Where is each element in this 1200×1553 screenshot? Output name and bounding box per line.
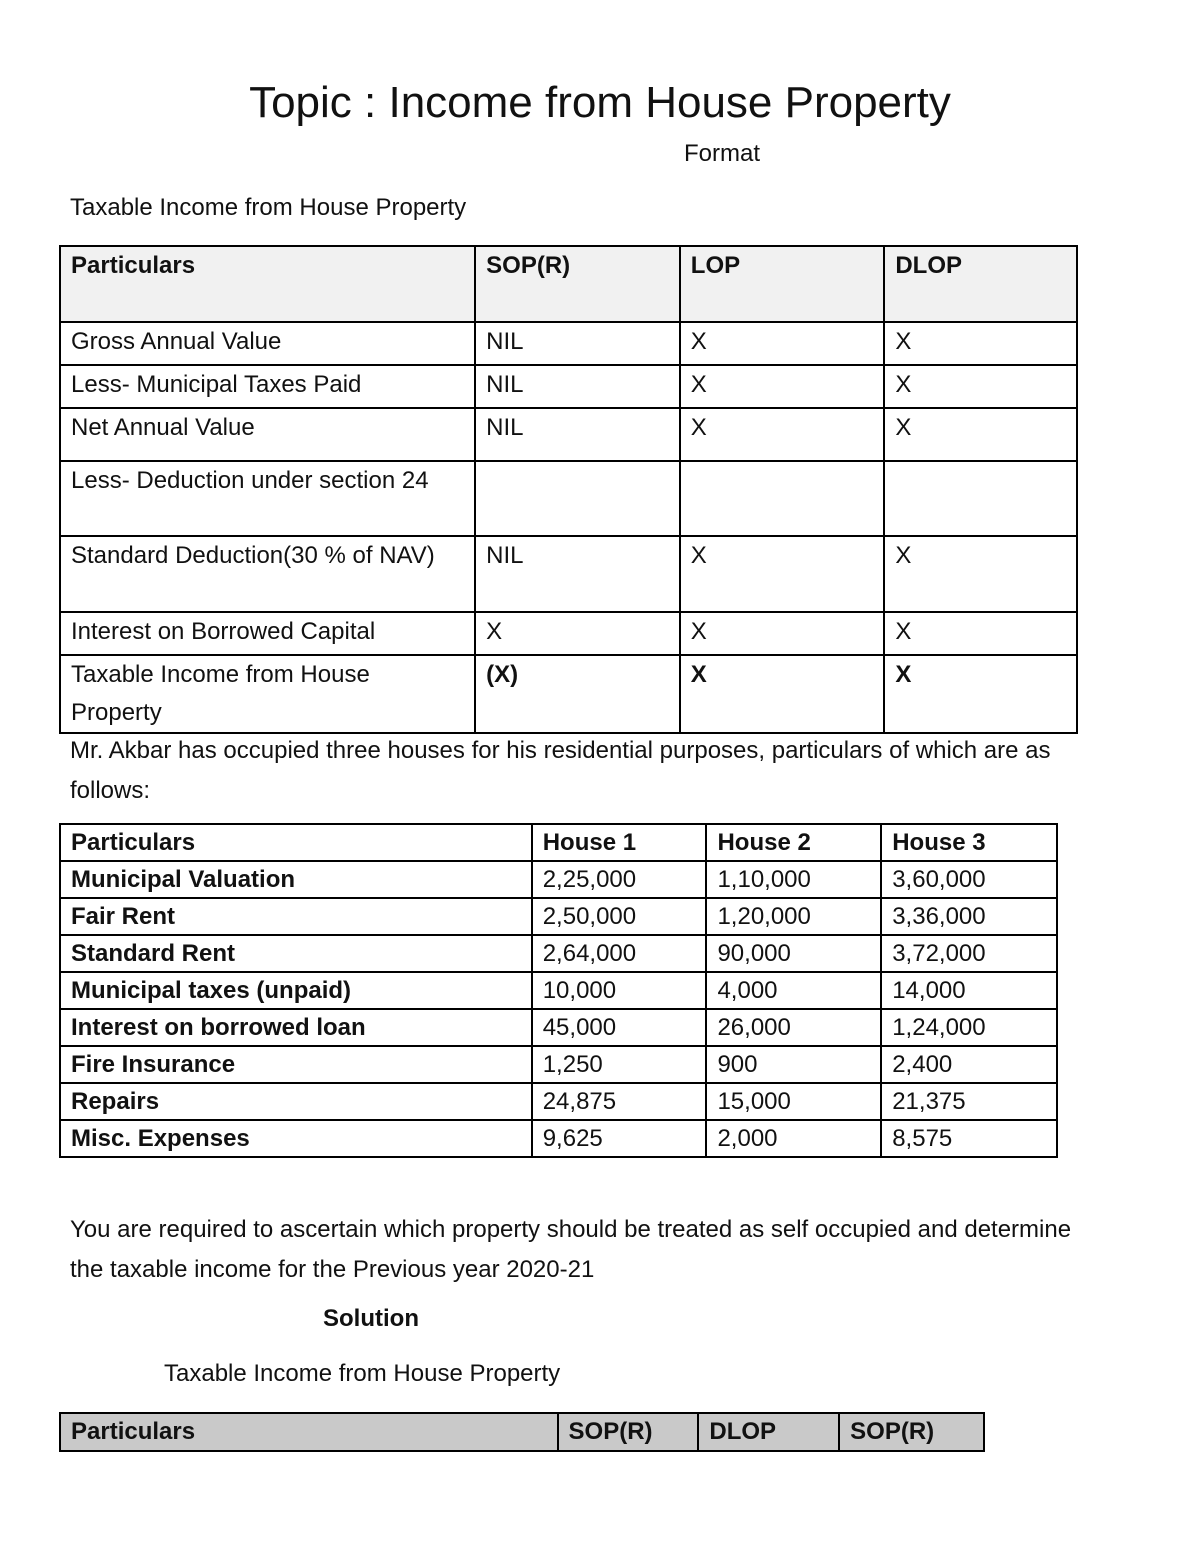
table-cell: 26,000 — [706, 1009, 881, 1046]
row-label: Interest on Borrowed Capital — [60, 612, 475, 655]
table-cell: 21,375 — [881, 1083, 1057, 1120]
header-cell: House 3 — [881, 824, 1057, 861]
table-cell: 10,000 — [532, 972, 707, 1009]
houses-table — [59, 823, 1058, 1158]
row-label: Taxable Income from House Property — [60, 655, 475, 733]
table-row — [60, 461, 1077, 536]
table-cell: 15,000 — [706, 1083, 881, 1120]
table-cell: NIL — [475, 365, 680, 408]
row-label: Net Annual Value — [60, 408, 475, 461]
table-cell: 4,000 — [706, 972, 881, 1009]
table-cell: X — [884, 612, 1077, 655]
row-label: Misc. Expenses — [60, 1120, 532, 1157]
format-table-header-row — [60, 246, 1077, 322]
row-label: Gross Annual Value — [60, 322, 475, 365]
solution-table-header-row — [60, 1413, 984, 1451]
table-cell: 1,10,000 — [706, 861, 881, 898]
table-cell: X — [680, 536, 885, 612]
header-cell: SOP(R) — [558, 1413, 699, 1451]
row-label: Municipal Valuation — [60, 861, 532, 898]
table-row — [60, 322, 1077, 365]
table-row — [60, 612, 1077, 655]
table-cell: 2,000 — [706, 1120, 881, 1157]
table-cell: 90,000 — [706, 935, 881, 972]
table-cell: X — [680, 365, 885, 408]
row-label: Less- Municipal Taxes Paid — [60, 365, 475, 408]
table-cell: 2,50,000 — [532, 898, 707, 935]
table-cell: 2,400 — [881, 1046, 1057, 1083]
solution-table-caption: Taxable Income from House Property — [164, 1360, 561, 1387]
row-label: Less- Deduction under section 24 — [60, 461, 475, 536]
table-cell: X — [884, 408, 1077, 461]
table-cell: NIL — [475, 536, 680, 612]
table-cell: 1,24,000 — [881, 1009, 1057, 1046]
table-cell: X — [884, 365, 1077, 408]
table-cell — [475, 461, 680, 536]
header-cell: LOP — [680, 246, 885, 322]
table-cell: X — [680, 322, 885, 365]
header-cell: Particulars — [60, 824, 532, 861]
row-label: Standard Rent — [60, 935, 532, 972]
question-text: You are required to ascertain which property should be treated as self occupied and determine the taxable income for the Previous year 2020-21 — [70, 1216, 1072, 1283]
table-cell: NIL — [475, 408, 680, 461]
header-cell: SOP(R) — [839, 1413, 984, 1451]
table-cell: X — [884, 655, 1077, 733]
header-cell: Particulars — [60, 246, 475, 322]
table-cell: 900 — [706, 1046, 881, 1083]
table-row — [60, 1009, 1057, 1046]
row-label: Fire Insurance — [60, 1046, 532, 1083]
table-cell: 8,575 — [881, 1120, 1057, 1157]
table-row — [60, 935, 1057, 972]
table-cell: 3,36,000 — [881, 898, 1057, 935]
table-cell — [680, 461, 885, 536]
table-cell: 2,25,000 — [532, 861, 707, 898]
table-row — [60, 1046, 1057, 1083]
header-cell: DLOP — [884, 246, 1077, 322]
table-row — [60, 536, 1077, 612]
header-cell: House 2 — [706, 824, 881, 861]
table-cell: NIL — [475, 322, 680, 365]
table-cell: X — [884, 322, 1077, 365]
solution-heading: Solution — [323, 1305, 419, 1332]
table-cell: 3,72,000 — [881, 935, 1057, 972]
table-row — [60, 898, 1057, 935]
table-cell: 3,60,000 — [881, 861, 1057, 898]
format-subtitle: Format — [684, 140, 761, 167]
row-label: Fair Rent — [60, 898, 532, 935]
row-label: Interest on borrowed loan — [60, 1009, 532, 1046]
table-cell: X — [475, 612, 680, 655]
table-row — [60, 1083, 1057, 1120]
row-label: Standard Deduction(30 % of NAV) — [60, 536, 475, 612]
table-cell: X — [680, 408, 885, 461]
table-row — [60, 861, 1057, 898]
table-row — [60, 655, 1077, 733]
solution-table — [59, 1412, 985, 1452]
table-cell: X — [680, 655, 885, 733]
table-cell: 45,000 — [532, 1009, 707, 1046]
houses-table-header-row — [60, 824, 1057, 861]
table-cell: X — [680, 612, 885, 655]
page-title: Topic : Income from House Property — [249, 78, 951, 127]
table-row — [60, 1120, 1057, 1157]
table-cell: 2,64,000 — [532, 935, 707, 972]
format-table-caption: Taxable Income from House Property — [70, 194, 467, 221]
table-cell: 24,875 — [532, 1083, 707, 1120]
header-cell: DLOP — [698, 1413, 839, 1451]
table-cell: 1,250 — [532, 1046, 707, 1083]
problem-intro: Mr. Akbar has occupied three houses for his residential purposes, particulars of which are as follows: — [70, 737, 1051, 804]
row-label: Municipal taxes (unpaid) — [60, 972, 532, 1009]
table-cell: 14,000 — [881, 972, 1057, 1009]
table-cell: X — [884, 536, 1077, 612]
table-row — [60, 408, 1077, 461]
table-cell — [884, 461, 1077, 536]
table-row — [60, 972, 1057, 1009]
table-row — [60, 365, 1077, 408]
header-cell: House 1 — [532, 824, 707, 861]
format-table — [59, 245, 1078, 734]
table-cell: (X) — [475, 655, 680, 733]
row-label: Repairs — [60, 1083, 532, 1120]
table-cell: 9,625 — [532, 1120, 707, 1157]
header-cell: SOP(R) — [475, 246, 680, 322]
header-cell: Particulars — [60, 1413, 558, 1451]
table-cell: 1,20,000 — [706, 898, 881, 935]
